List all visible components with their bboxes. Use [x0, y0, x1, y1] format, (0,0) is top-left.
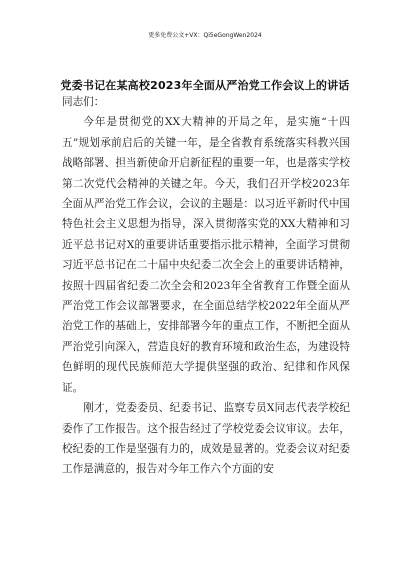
paragraph-2: 刚才，党委委员、纪委书记、监察专员X同志代表学校纪委作了工作报告。这个报告经过了学校党委会议审议。去年，校纪委的工作是坚强有力的，成效是显著的。党委会议对纪委工作是满意的，报告对今年工作六个方面的安: [62, 402, 350, 476]
paragraph-1: 今年是贯彻党的XX大精神的开局之年，是实施“十四五”规划承前启后的关键一年，是全省教育系统落实科教兴国战略部署、担当新使命开启新征程的重要一年，也是落实学校第二次党代会精神的关键之年。今天，我们召开学校2023年全面从严治党工作会议，会议的主题是：以习近平新时代中国特色社会主义思想为指导，深入贯彻落实党的XX大精神和习近平总书记对X的重要讲话重要指示批示精神，全面学习贯彻习近平总书记在二十届中央纪委二次全会上的重要讲话精神，按照十四届省纪委二次全会和2023年全省教育工作暨全面从严治党工作会议部署要求，在全面总结学校2022年全面从严治党工作的基础上，安排部署今年的重点工作，不断把全面从严治党引向深入，营造良好的教育环境和政治生态，为建设特色鲜明的现代民族师范大学提供坚强的政治、纪律和作风保证。: [62, 116, 350, 394]
header-watermark: 更多免费公文+VX：Qi5eGongWen2024: [148, 32, 262, 39]
document-body: [62, 88, 350, 480]
greeting: 同志们：: [62, 96, 105, 108]
document-title: 党委书记在某高校2023年全面从严治党工作会议上的讲话: [60, 79, 350, 92]
